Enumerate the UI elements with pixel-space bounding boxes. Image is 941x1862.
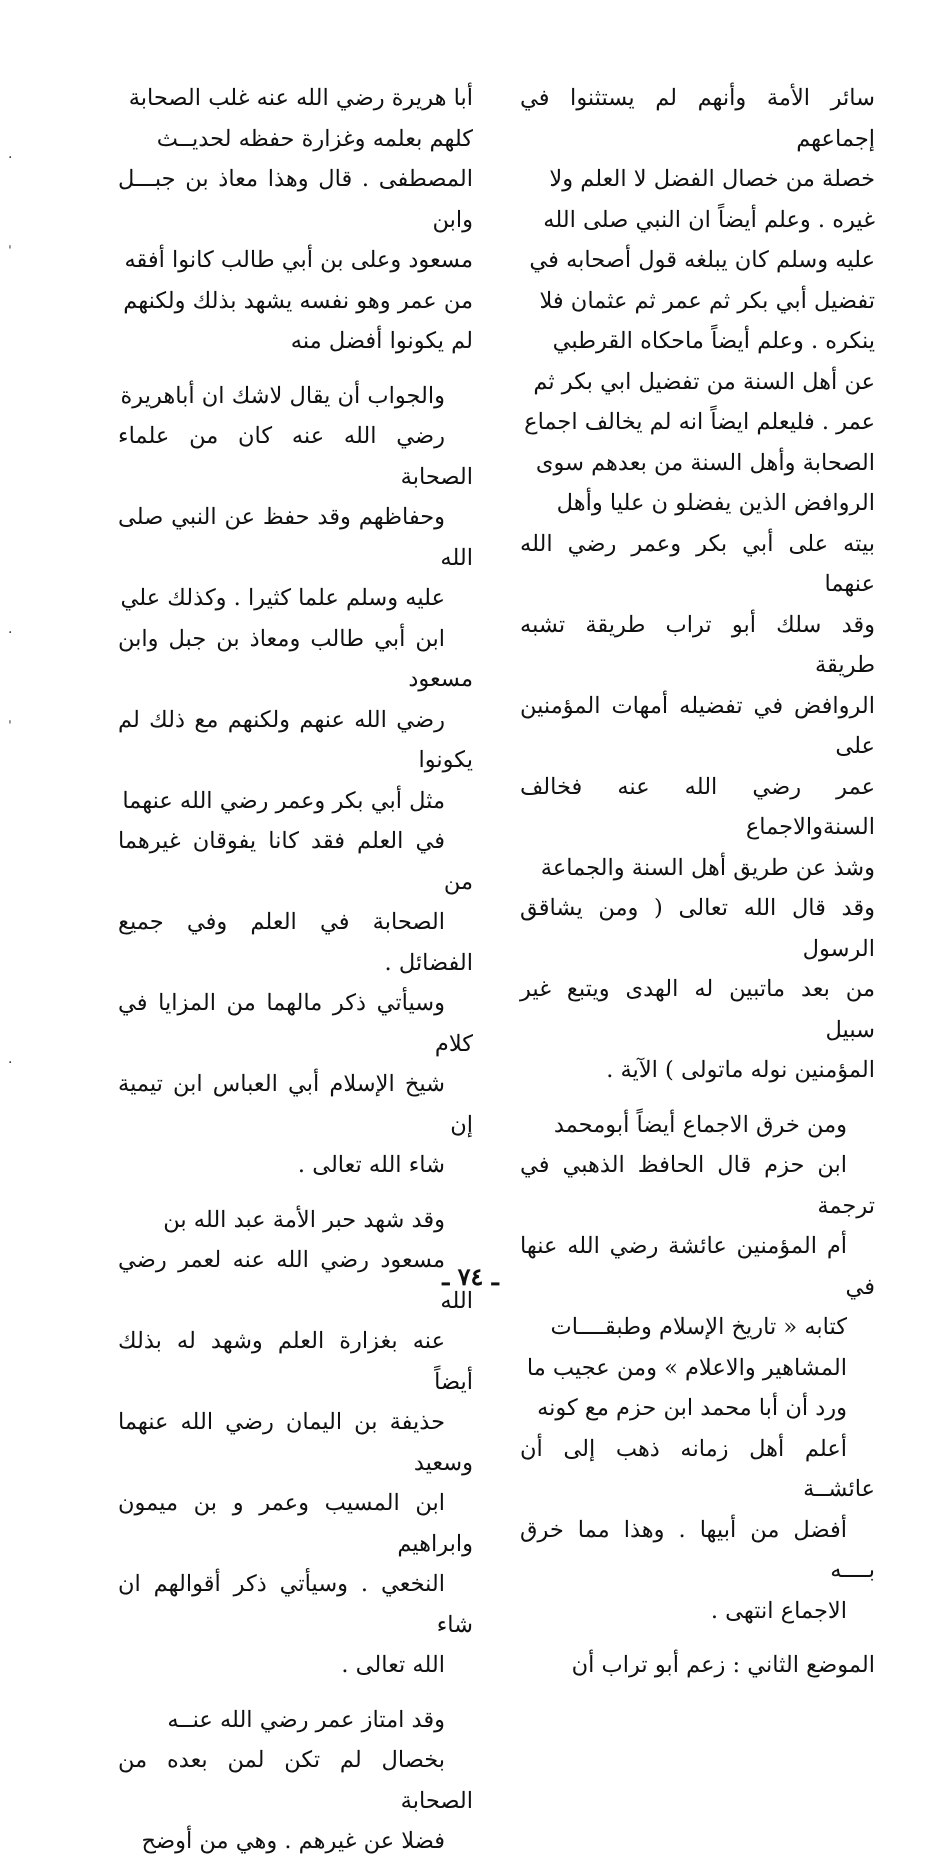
text-line: غيره . وعلم أيضاً ان النبي صلى الله: [543, 206, 875, 233]
text-line: الله تعالى .: [341, 1652, 445, 1678]
right-column: [520, 78, 875, 1686]
text-line: الموضع الثاني : زعم أبو تراب أن: [571, 1652, 875, 1678]
text-line: وشذ عن طريق أهل السنة والجماعة: [540, 854, 875, 881]
text-line: وسيأتي ذكر مالهما من المزايا في كلام: [118, 990, 473, 1057]
text-line: عنه بغزارة العلم وشهد له بذلك أيضاً: [118, 1328, 473, 1395]
text-line: عن أهل السنة من تفضيل ابي بكر ثم: [533, 368, 875, 395]
text-line: مسعود رضي الله عنه لعمر رضي الله: [118, 1247, 473, 1314]
text-line: حذيفة بن اليمان رضي الله عنهما وسعيد: [118, 1409, 473, 1476]
text-line: ابن المسيب وعمر و بن ميمون وابراهيم: [118, 1490, 473, 1557]
text-line: خصلة من خصال الفضل لا العلم ولا: [549, 166, 875, 192]
text-line: ومن خرق الاجماع أيضاً أبومحمد: [553, 1111, 847, 1138]
text-line: وقد قال الله تعالى ( ومن يشاقق الرسول: [520, 895, 875, 962]
text-line: رضي الله عنه كان من علماء الصحابة: [118, 423, 473, 490]
text-line: شيخ الإسلام أبي العباس ابن تيمية إن: [118, 1071, 473, 1138]
text-line: بخصال لم تكن لمن بعده من الصحابة: [118, 1747, 473, 1814]
text-line: النخعي . وسيأتي ذكر أقوالهم ان شاء: [118, 1571, 473, 1638]
margin-speck: ˌ: [8, 235, 12, 251]
paragraph: [118, 78, 473, 362]
text-line: الصحابة في العلم وفي جميع الفضائل .: [118, 909, 473, 976]
text-line: من عمر وهو نفسه يشهد بذلك ولكنهم: [123, 287, 473, 314]
margin-speck: ·: [8, 625, 13, 641]
paragraph: [520, 1105, 875, 1632]
text-line: لم يكونوا أفضل منه: [290, 328, 473, 354]
text-line: كتابه « تاريخ الإسلام وطبقــــات: [550, 1314, 847, 1340]
text-line: سائر الأمة وأنهم لم يستثنوا في إجماعهم: [520, 85, 875, 152]
text-line: الروافض في تفضيله أمهات المؤمنين على: [520, 692, 875, 759]
paragraph: [118, 1700, 473, 1862]
text-line: وقد شهد حبر الأمة عبد الله بن: [163, 1206, 445, 1233]
text-line: بيته على أبي بكر وعمر رضي الله عنهما: [520, 530, 875, 597]
text-line: الصحابة وأهل السنة من بعدهم سوى: [535, 449, 875, 476]
text-line: تفضيل أبي بكر ثم عمر ثم عثمان فلا: [539, 287, 875, 314]
text-line: فضلا عن غيرهم . وهي من أوضح: [141, 1828, 445, 1854]
text-line: عمر رضي الله عنه فخالف السنةوالاجماع: [520, 773, 875, 840]
text-line: وقد سلك أبو تراب طريقة تشبه طريقة: [520, 611, 875, 678]
text-line: عليه وسلم علما كثيرا . وكذلك علي: [120, 585, 445, 611]
text-line: مثل أبي بكر وعمر رضي الله عنهما: [122, 787, 445, 814]
text-line: أفضل من أبيها . وهذا مما خرق بــــه: [520, 1516, 875, 1583]
left-column: [118, 78, 473, 1862]
paragraph: [520, 1645, 875, 1686]
text-line: الروافض الذين يفضلو ن عليا وأهل: [556, 490, 875, 516]
text-line: ابن حزم قال الحافظ الذهبي في ترجمة: [520, 1152, 875, 1219]
text-line: شاء الله تعالى .: [297, 1152, 445, 1178]
text-line: المشاهير والاعلام » ومن عجيب ما: [526, 1354, 847, 1381]
text-line: رضي الله عنهم ولكنهم مع ذلك لم يكونوا: [118, 706, 473, 773]
text-line: المصطفى . قال وهذا معاذ بن جبـــل وابن: [118, 166, 473, 233]
text-line: وحفاظهم وقد حفظ عن النبي صلى الله: [118, 504, 473, 571]
text-line: ابن أبي طالب ومعاذ بن جبل وابن مسعود: [118, 625, 473, 692]
text-line: أم المؤمنين عائشة رضي الله عنها في: [520, 1233, 875, 1300]
text-line: عمر . فليعلم ايضاً انه لم يخالف اجماع: [524, 409, 875, 435]
text-line: عليه وسلم كان يبلغه قول أصحابه في: [529, 247, 875, 273]
text-line: كلهم بعلمه وغزارة حفظه لحديــث: [156, 125, 473, 152]
text-line: في العلم فقد كانا يفوقان غيرهما من: [118, 828, 473, 895]
text-line: أعلم أهل زمانه ذهب إلى أن عائشــة: [520, 1435, 875, 1502]
text-line: من بعد ماتبين له الهدى ويتبع غير سبيل: [520, 976, 875, 1043]
text-line: ورد أن أبا محمد ابن حزم مع كونه: [537, 1395, 847, 1421]
paragraph: [118, 376, 473, 1186]
page-number: ـ ٧٤ ـ: [442, 1262, 499, 1291]
text-line: أبا هريرة رضي الله عنه غلب الصحابة: [128, 85, 473, 111]
text-line: ينكره . وعلم أيضاً ماحكاه القرطبي: [552, 328, 875, 354]
text-line: المؤمنين نوله ماتولى ) الآية .: [606, 1057, 875, 1083]
text-line: الاجماع انتهى .: [710, 1597, 847, 1624]
margin-speck: ·: [8, 1055, 13, 1071]
margin-speck: ·: [8, 150, 13, 166]
text-line: والجواب أن يقال لاشك ان أباهريرة: [120, 382, 445, 409]
text-line: مسعود وعلى بن أبي طالب كانوا أفقه: [124, 247, 473, 273]
paragraph: [520, 78, 875, 1091]
margin-speck: ˌ: [8, 710, 12, 726]
text-line: وقد امتاز عمر رضي الله عنــه: [167, 1706, 445, 1733]
